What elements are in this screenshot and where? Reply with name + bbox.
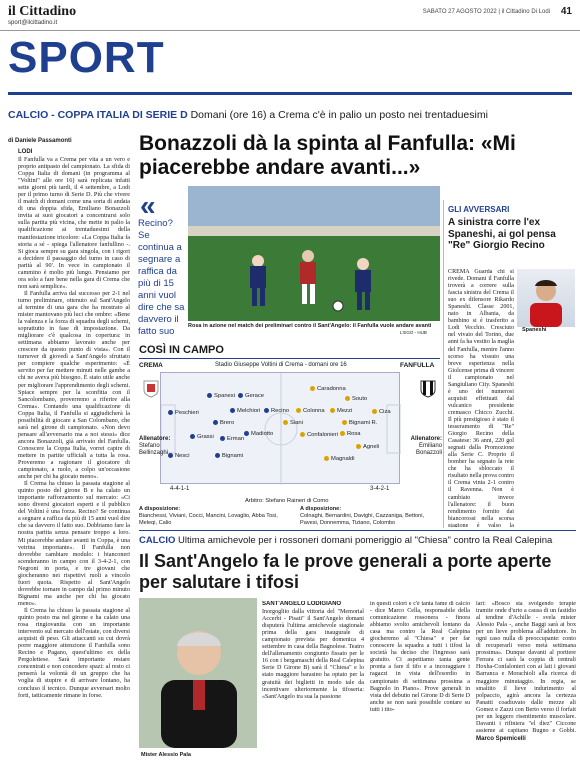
sidebar-title: GLI AVVERSARI <box>448 205 510 214</box>
bench-right-players: Colnaghi, Bernardini, Davighi, Cazzaniga, Bettoni, Pavesi, Donnemma, Tiziano, Colombo <box>300 513 425 526</box>
bench-left-label: A disposizione: <box>139 506 181 512</box>
player-right: Confalonieri <box>300 432 338 438</box>
article2-kicker <box>139 535 552 546</box>
crema-crest-icon <box>143 380 159 398</box>
article1-kicker-category: CALCIO - COPPA ITALIA DI SERIE D <box>8 109 188 121</box>
lineup-pitch <box>160 372 400 484</box>
header-divider <box>0 30 580 31</box>
article1-paragraph: Il Fanfulla va a Crema per vita a un vero e proprio antipasto del campionato. La sfida di Coppa Italia di domani (in programma al "Voltini" alle ore 16) sarà replicata infatti sette giorni più tardi, il 4 settembre, a Lodi per il primo turno di Serie D. Più che vivere il match di domani come una sorta di andata di una doppia sfida, Emiliano Bonazzoli invita ai suoi giocatori a concentrarsi solo sulla partita più vicina, che mette in palio la qualificazione ai trentaduesimi della manifestazione tricolore: «La Coppa Italia fa storia a sé - spiega l'allenatore fanfullino -. Si gioca sempre su gara singola, con i rigori a decidere il passaggio del turno in caso di parità al 90'. In vece in campionato il cammino è molto più lungo. Pensiamo per ora solo a fare bene nella gara di Crema che non sarà semplice». <box>18 156 130 290</box>
referee: Arbitro: Stefano Raineri di Como <box>245 498 329 504</box>
player-right: Bignami R. <box>342 420 377 426</box>
match-photo <box>188 186 440 321</box>
article1-paragraph: Il Crema ha chiuso la passata stagione al quinto posto ma nel girone e ha calato una rosa ringiovanita con un importante intervento sul mercato dell'estate, con diversi acquisti di peso. Gli attaccanti su cui dovrà porre maggiore attenzione il Fanfulla sono Recino e Pagano, quest'ultimo ex della Pergolettese. Sarà importante restare concentrati e non concedere spazi: al resto ci penserà la volontà di un gruppo che ha voglia di stupire e di arrivare lontano, ha concluso il tecnico. Dunque avversari molto forti, tatticamente rimane in forse. <box>18 607 130 699</box>
player-left: Melchiori <box>230 408 260 414</box>
article2-text-3: lari: «Bosco sta svolgendo terapie tramite onde d'urto a causa di un fastidio al tendine d'Achille - svela mister Alessio Pala -, anche Baggi sarà ai box per un lieve problema all'adduttore. In ogni caso nulla di preoccupante: conto di recuperarli verso metà settimana prossima». Dunque davanti al portiere Ferrara ci sarà la coppia di centrali Hoxha-Confalonieri con ai lati i giovani Barranca e Morachioli alla ricerca di maggiore minutaggio. In regia, se smaltito il lieve indurimento al polpaccio, agirà ancora la certezza Panatti coadiuvato dalle mezze ali Gomez e Zazzi con Berto verso il forfait per un leggero risentimento muscolare. Davanti i rifiniera "el diez" Ciccone assieme ai capitano Bugno e Gobbi. <box>476 601 576 734</box>
player-right: Souto <box>345 396 367 402</box>
left-coach <box>139 436 175 457</box>
article2-rule <box>139 530 576 531</box>
player-left: Spanesi <box>207 393 235 399</box>
article1-paragraph: Il Fanfulla arriva dal successo per 2-1 nel turno preliminare, ottenuto sul Sant'Angelo al termine di una gara che ha mostrato al mister mantovano più luci che ombre: «Bene la valenza e la forza di squadra degli schemi, soprattutto in fase di impostazione. Da migliorare c'è qualcosa in copertura: in settimana abbiamo lavorato anche per crescere da questo punto di vista». Con il turnover di giovedì a Sant'Angelo sfruttato per compiere qualche esperimento: «È servito per far mettere minuti nelle gambe a chi ne aveva più bisogno. È stato utile anche per migliorare l'apprendimento degli schemi. Spiace sempre per la sconfitta con il Sancolombano, proverremo a riferire alla Crema». Contando una qualificazione di Coppa Italia, il Fanfulla si aggiudicherà la possibilità di giocare a San Colombano, che sarà nel girone di campionato. «Non devo pensare all'avversario ma a noi stessi» dice ancora Bonazzoli, già arrivato del Fanfulla. Conoscere la Coppa Italia, vorrei capire di mettere in partite ufficiali a tutta la rosa. Proveremo a ragionare il giocatore di campionato, a ruolo, a colpo un'occasione anche per chi ha giocato meno». <box>18 289 130 481</box>
sidebar-body: CREMA Guarda chi si rivede. Domani il Fanfulla troverà a correre sulla fascia sinistra del Crema il suo ex difensore Rikardo Spaneshi. Classe 2001, nato in Albania, da bambino si è trasferito a Lodi Vecchio. Cresciuto nel vivaio del Torino, due anni fa ha vestito la maglia del Fanfulla, mentre l'anno scorso ha vissuto una breve esperienza nella Giolcense prima di vincere il campionato nel Sangiuliano City. Spaneshi è uno dei numerosi acquisti effettuati dal vulcanico presidente cremasco Chicco Zucchi. Il più prestigioso è stato il tesseramento di "Re" Giorgio Recino della Casatese: 36 anni, 220 gol segnati dalla Promozione alla Serie C. Proprio il bomber ha segnato la rete che ha sbloccato il risultato nella prova contro il Crema vinta 2-1 contro il Ravenna. Non è cambiato invece l'allenatore: il buon rendimento fornito dai biancorossi nella scorsa stagione è valso la <box>448 269 514 527</box>
player-left: Brero <box>213 420 234 426</box>
article1-kicker <box>8 109 488 121</box>
left-coach-label: Allenatore: <box>139 436 171 442</box>
right-coach-name: Emiliano Bonazzoli <box>415 443 442 456</box>
player-right: Ciza <box>372 409 391 415</box>
section-rule <box>8 92 572 95</box>
right-coach <box>402 436 442 457</box>
bench-left <box>139 506 279 527</box>
player-left: Peschieri <box>168 410 199 416</box>
bench-right <box>300 506 440 527</box>
coach-photo-caption: Mister Alessio Pala <box>141 752 191 758</box>
player-left: Grassi <box>190 434 214 440</box>
section-title: SPORT <box>8 33 165 82</box>
right-formation: 3-4-2-1 <box>370 486 390 492</box>
sidebar-headline: A sinistra corre l'ex Spaneshi, ai gol pensa "Re" Giorgio Recino <box>448 217 556 251</box>
player-right: Agneli <box>356 444 379 450</box>
match-photo-illustration <box>188 186 440 321</box>
player-left: Bignami <box>215 453 243 459</box>
match-photo-credit: L'EGO - HUB <box>400 330 427 335</box>
quote-icon: « <box>140 190 156 221</box>
player-right: Caradonna <box>310 386 346 392</box>
article1-kicker-text: Domani (ore 16) a Crema c'è in palio un posto nei trentaduesimi <box>187 109 488 121</box>
bench-left-players: Bianchessi, Viviani, Cocci, Mancini, Lovaglio, Abba Tosi, Meleqi, Calio <box>139 513 278 526</box>
sidebar-divider <box>443 200 444 528</box>
article1-pullquote: Recino? Se continua a segnare a raffica da più di 15 anni vuol dire che sa davvero il fatto suo <box>138 218 185 337</box>
article2-headline: Il Sant'Angelo fa le prove generali a porte aperte per salutare i tifosi <box>139 551 552 592</box>
left-formation: 4-4-1-1 <box>170 486 190 492</box>
player-right: Mezzi <box>330 408 352 414</box>
article2-text-1: Inorgoglito dalla vittoria del "Memorial Accerbi - Pisati" il Sant'Angelo domani disputerà l'ultima amichevole stagionale prima della gara inaugurale di campionato prevista per domenica 4 settembre in casa della Bagnolese. Teatro dell'allenamento congiunto fissato per le 16 con i bergamaschi della Real Calepina Serie D Girone B) sarà il "Chiesa" e lo stato maggiore barasino ha optato per la gratuità dei biglietti in modo tale da incentivare ulteriormente la tifoseria: «Sant'Angelo tra sua la passione <box>262 609 364 700</box>
lineup-stadium: Stadio Giuseppe Voltini di Crema - domani ore 16 <box>215 362 347 368</box>
date-line: SABATO 27 AGOSTO 2022 | il Cittadino Di Lodi <box>422 9 550 15</box>
pitch-markings <box>161 373 401 485</box>
article2-signature: Marco Spemicelli <box>476 734 526 742</box>
article2-kicker-category: CALCIO <box>139 535 176 546</box>
newspaper-logo: il Cittadino <box>8 4 77 19</box>
player-left: Erman <box>220 436 244 442</box>
fanfulla-crest-icon <box>420 380 436 398</box>
article2-column-1 <box>262 601 364 763</box>
sidebar-photo-caption: Spaneshi <box>522 327 547 333</box>
right-coach-label: Allenatore: <box>410 436 442 442</box>
player-right: Magnaldi <box>324 456 355 462</box>
article2-kicker-text: Ultima amichevole per i rossoneri domani pomeriggio al "Chiesa" contro la Real Calepina <box>175 535 553 546</box>
player-right: Colonna <box>296 408 325 414</box>
player-left: Nesci <box>168 453 190 459</box>
lineup-team-right: FANFULLA <box>400 362 435 369</box>
article1-author: di Daniele Passamonti <box>8 138 72 144</box>
lineup-rule <box>139 358 440 359</box>
article1-body <box>18 156 130 762</box>
player-left: Gerace <box>238 393 264 399</box>
coach-photo <box>139 598 257 748</box>
match-photo-caption: Rosa in azione nel match dei preliminari contro il Sant'Angelo: il Fanfulla vuole andare avanti <box>188 323 432 329</box>
bench-right-label: A disposizione: <box>300 506 342 512</box>
article2-byline: SANT'ANGELO LODIGIANO <box>262 601 342 607</box>
lineup-title: COSÌ IN CAMPO <box>139 344 224 356</box>
article1-city: LODI <box>18 149 33 155</box>
page-number: 41 <box>560 6 572 17</box>
article2-column-3 <box>476 601 576 763</box>
section-email: sport@ilcittadino.it <box>8 20 58 26</box>
player-right: Siani <box>283 420 303 426</box>
portrait-illustration <box>517 269 575 327</box>
left-coach-name: Stefano Bellinzaghi <box>139 443 169 456</box>
player-left: Recino <box>264 408 289 414</box>
article1-paragraph: Il Crema ha chiuso la passata stagione al quinto posto del girone B e ha calato un importante rafforzamento sul mercato: «Ci sono diversi giocatori esperti e il pubblico del Voltini è una forza. Recino? Se continua a segnare a raffica da più di 15 anni vuol dire che sa davvero il fatto suo. Dobbiamo fare la nostra partita senza pensare troppo a loro. Mi piacerebbe andare avanti in Coppa, è una vetrina importante». Il Fanfulla non dovrebbe cambiare modulo: i bianconeri scenderanno in campo con il 3-4-2-1, con Negroni in porta, e tre giovani che giocheranno nei rispettivi ruoli a vincolo fuori quota. Rispetto al Sant'Angelo dovrebbe tornare in campo dal primo minuto Bignami ma anche per chi ha giocato meno». <box>18 480 130 607</box>
lineup-team-left: CREMA <box>139 362 163 369</box>
article1-headline: Bonazzoli dà la spinta al Fanfulla: «Mi piacerebbe andare avanti...» <box>139 132 516 179</box>
player-left: Madiotto <box>244 431 273 437</box>
coach-portrait-illustration <box>139 598 257 748</box>
sidebar-photo <box>517 269 575 327</box>
article2-column-2: in questi colori e c'è tanta fame di calcio - dice Marco Cella, responsabile della comunicazione rossonera - finora abbiamo svolto amichevoli lontano da casa ma contro la Real Calepina giocheremo al "Chiesa" e per far conoscere la squadra a tutti i tifosi la società ha deciso che l'ingresso sarà gratuito. Ci aspettiamo tanta gente pronta a fare il tifo e a incoraggiare i ragazzi in vista dell'esordio in campionato di settimana prossima a Bagnolo in Piano». Prove generali in vista del debutto nel Girone D di Serie D anche se non sarà possibile contare su tutti i tito- <box>370 601 470 713</box>
player-right: Rosa <box>340 431 361 437</box>
